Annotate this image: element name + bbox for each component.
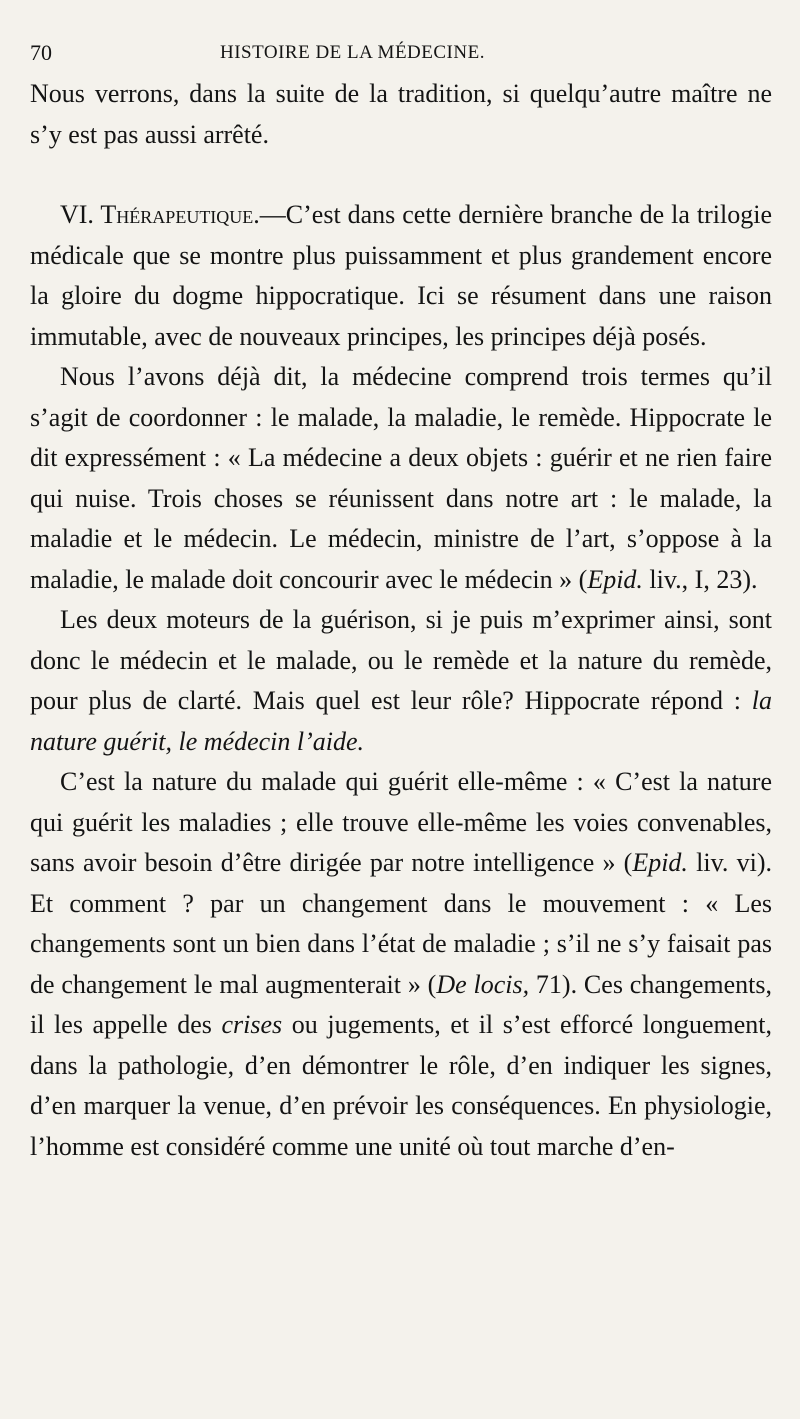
paragraph-text: liv., I, 23). xyxy=(642,564,758,594)
citation: De locis, xyxy=(436,969,530,999)
paragraph-text: —C’est dans cette dernière branche de la trilogie médicale que se montre plus puissamment et plus grandement encore la gloire du dogme hippocratique. Ici se résument dans une raison immutable, avec de nouveaux principes, les principes déjà posés. xyxy=(30,200,772,351)
paragraph-continuation xyxy=(30,74,772,155)
citation: Epid. xyxy=(632,848,688,877)
paragraph-text: liv. vi). Et comment ? par un changement dans le mouvement : « Les changements sont un bien dans l’état de maladie ; s’il ne s’y faisait pas de changement le mal augmenterait » ( xyxy=(30,848,772,999)
section-heading: VI. Thérapeutique. xyxy=(60,200,260,229)
paragraph-text: Nous l’avons déjà dit, la médecine comprend trois termes qu’il s’agit de coordonner : le malade, la maladie, le remède. Hippocrate le dit expressément : « La médecine a deux objets : guérir et ne rien faire qui nuise. Trois choses se réunissent dans notre art : le malade, la maladie et le médecin. Le médecin, ministre de l’art, s’oppose à la maladie, le malade doit concourir avec le médecin » ( xyxy=(30,362,772,594)
paragraph-text: Nous verrons, dans la suite de la tradition, si quelqu’autre maître ne s’y est pas aussi arrêté. xyxy=(30,79,772,149)
page-header xyxy=(30,40,770,70)
paragraph-text: Les deux moteurs de la guérison, si je puis m’exprimer ainsi, sont donc le médecin et le malade, ou le remède et la nature du remède, pour plus de clarté. Mais quel est leur rôle? Hippocrate répond : xyxy=(30,605,772,715)
citation: Epid. xyxy=(587,564,643,594)
body-text xyxy=(30,74,772,1167)
running-title: HISTOIRE DE LA MÉDECINE. xyxy=(220,42,485,63)
paragraph-text: C’est la nature du malade qui guérit elle-même : « C’est la nature qui guérit les maladies ; elle trouve elle-même les voies convenables, sans avoir besoin d’être dirigée par notre intelligence » ( xyxy=(30,767,772,877)
paragraph-three-terms xyxy=(30,357,772,600)
paragraph-gap xyxy=(30,155,772,195)
paragraph-nature-heals xyxy=(30,762,772,1167)
italic-term: crises xyxy=(221,1010,283,1039)
paragraph-text: 71). Ces changements, il les appelle des xyxy=(30,969,772,1039)
italic-quote: la nature guérit, le médecin l’aide. xyxy=(30,686,772,756)
page-number: 70 xyxy=(30,40,52,65)
paragraph-text: ou jugements, et il s’est efforcé longuement, dans la pathologie, d’en démontrer le rôle, d’en indiquer les signes, d’en marquer la venue, d’en prévoir les conséquences. En physiologie, l’homme est considéré comme une unité où tout marche d’en- xyxy=(30,1010,772,1161)
paragraph-therapeutique xyxy=(30,195,772,357)
paragraph-two-motors xyxy=(30,600,772,762)
